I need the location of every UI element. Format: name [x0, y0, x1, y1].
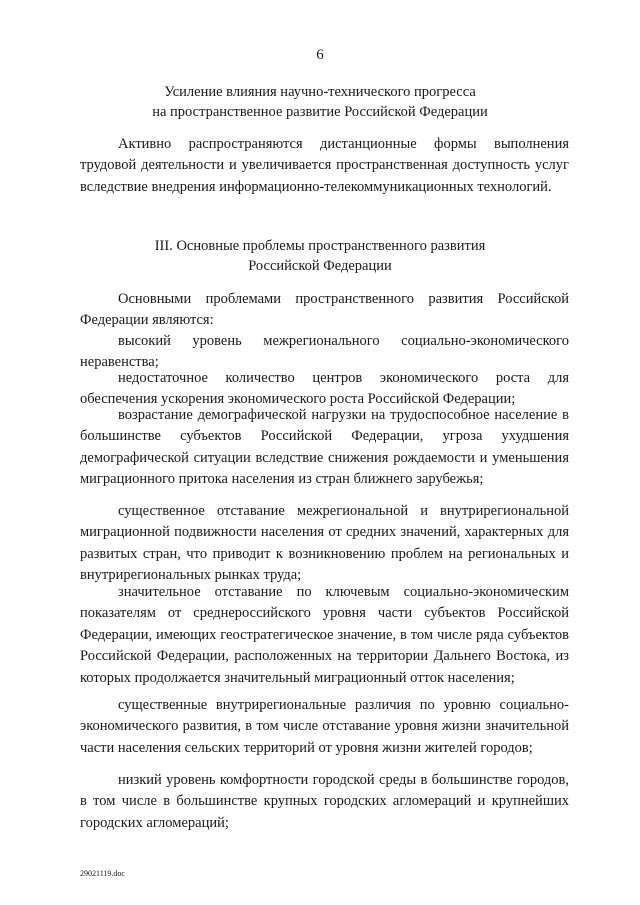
footer-file-name: 29021119.doc [80, 869, 125, 878]
section-heading-main-problems [60, 236, 580, 276]
section-heading-science-progress [60, 82, 580, 122]
problem-item: существенное отставание межрегиональной и внутрирегиональной миграционной подвижности населения от средних значений, характерных для развитых стран, что приводит к возникновению проблем на региональных и внутрирегиональных рынках труда; [80, 503, 569, 584]
heading-line: Российской Федерации [248, 258, 392, 274]
problem-item: существенные внутрирегиональные различия по уровню социально-экономического развития, в том числе отставание уровня жизни значительной части населения сельских территорий от уровня жизни жителей городов; [80, 697, 569, 756]
problem-item: значительное отставание по ключевым социально-экономическим показателям от среднероссийского уровня части субъектов Российской Федерации, имеющих геостратегическое значение, в том числе ряда субъектов Российской Федерации, расположенных на территории Дальнего Востока, из которых продолжается значительный миграционный отток населения; [80, 584, 569, 686]
problem-item: высокий уровень межрегионального социально-экономического неравенства; [80, 333, 569, 371]
problem-item: возрастание демографической нагрузки на трудоспособное население в большинстве субъектов Российской Федерации, угроза ухудшения демографической ситуации вследствие снижения рождаемости и уменьшения миграционного притока населения из стран ближнего зарубежья; [80, 407, 569, 488]
heading-line: Усиление влияния научно-технического прогресса [164, 84, 476, 100]
heading-line: III. Основные проблемы пространственного развития [154, 238, 486, 254]
page-number: 6 [316, 47, 324, 63]
problem-item: низкий уровень комфортности городской среды в большинстве городов, в том числе в большинстве крупных городских агломераций и крупнейших городских агломераций; [80, 772, 569, 831]
paragraph-remote-work: Активно распространяются дистанционные формы выполнения трудовой деятельности и увеличивается пространственная доступность услуг вследствие внедрения информационно-телекоммуникационных технологий. [80, 136, 569, 195]
problems-intro: Основными проблемами пространственного развития Российской Федерации являются: [80, 291, 569, 329]
heading-line: на пространственное развитие Российской Федерации [152, 104, 488, 120]
problem-item: недостаточное количество центров экономического роста для обеспечения ускорения экономического роста Российской Федерации; [80, 370, 569, 408]
